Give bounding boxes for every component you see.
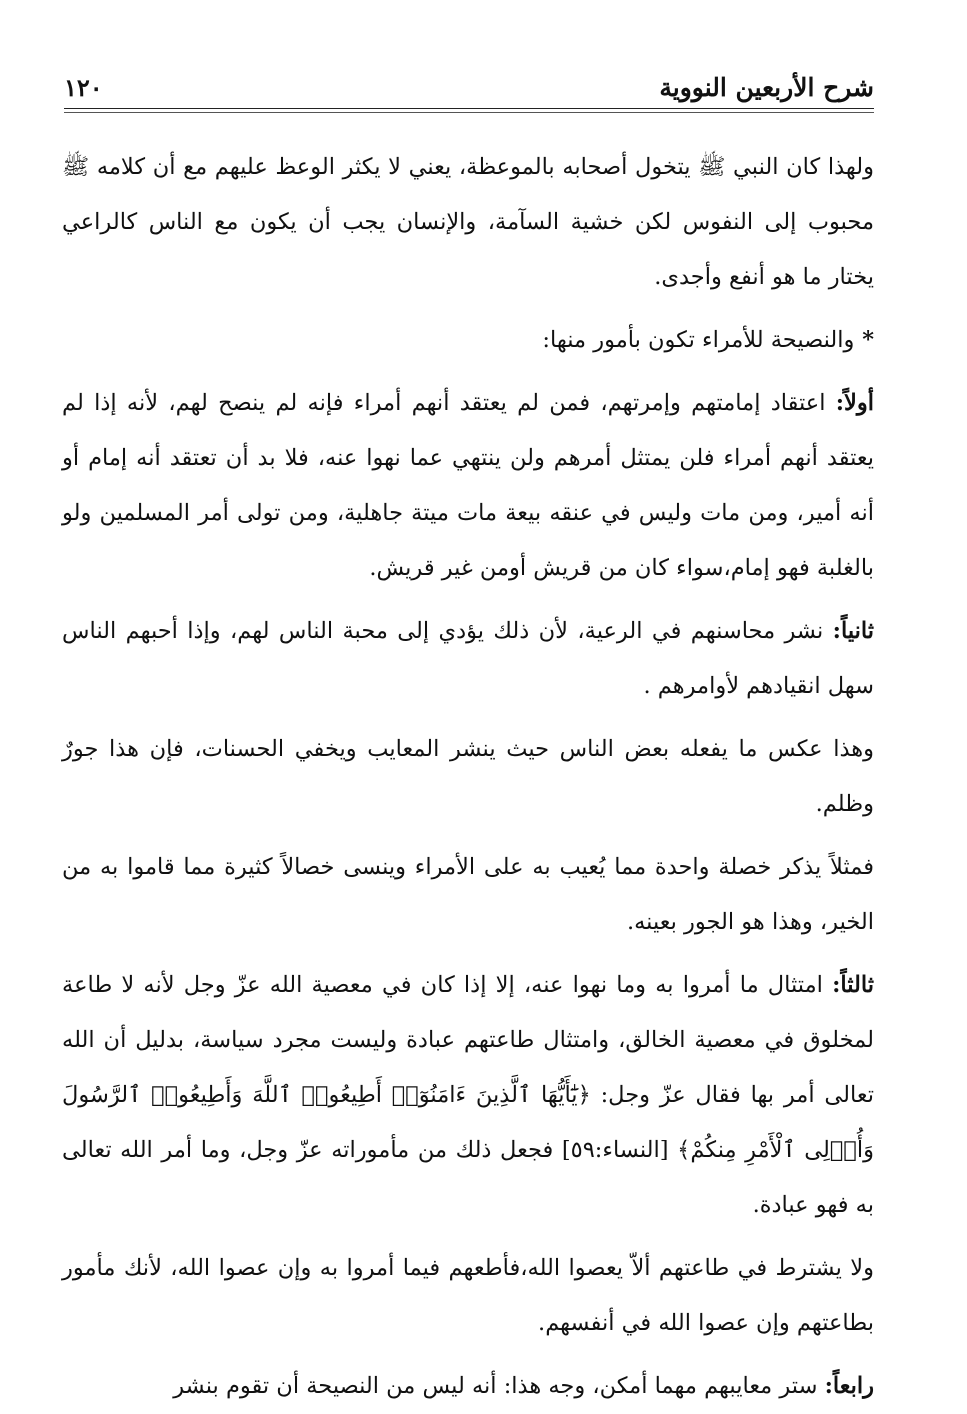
paragraph-example xyxy=(62,840,874,950)
paragraph-text: امتثال ما أمروا به وما نهوا عنه، إلا إذا كان في معصية الله عزّ وجل لأنه لا طاعة لمخلوق في معصية الخالق، وامتثال طاعتهم عبادة وليست مجرد سياسة، بدليل أن الله تعالى أمر بها فقال عزّ وجل: xyxy=(62,972,874,1108)
page-number: ١٢٠ xyxy=(64,73,103,102)
book-title: شرح الأربعين النووية xyxy=(659,73,874,102)
paragraph-advice-intro xyxy=(62,313,874,368)
paragraph-text: فمثلاً يذكر خصلة واحدة مما يُعيب به على الأمراء وينسى خصالاً كثيرة مما قاموا به من الخير، وهذا هو الجور بعينه. xyxy=(62,854,874,935)
header-divider xyxy=(64,108,874,113)
quran-verse: ﴿يَٰٓأَيُّهَا ٱلَّذِينَ ءَامَنُوٓا۟ أَطِيعُوا۟ ٱللَّهَ وَأَطِيعُوا۟ ٱلرَّسُولَ وَأُو۟لِى ٱلْأَمْرِ مِنكُمْ﴾ xyxy=(62,1082,874,1163)
point-label: ثانياً: xyxy=(832,618,874,644)
paragraph-obedience-condition xyxy=(62,1241,874,1351)
paragraph-text: ستر معايبهم مهما أمكن، وجه هذا: أنه ليس من النصيحة أن تقوم بنشر xyxy=(173,1373,825,1399)
paragraph-text: اعتقاد إمامتهم وإمرتهم، فمن لم يعتقد أنهم أمراء فإنه لم ينصح لهم، لأنه إذا لم يعتقد أنهم أمراء فلن يمتثل أمرهم ولن ينتهي عما نهوا عنه، فلا بد أن تعتقد أنه إمام أو أنه أمير، ومن مات وليس في عنقه بيعة مات ميتة جاهلية، ومن تولى أمر المسلمين ولو بالغلبة فهو إمام،سواء كان من قريش أومن غير قريش. xyxy=(62,390,874,581)
paragraph-text: ولهذا كان النبي ﷺ يتخول أصحابه بالموعظة، يعني لا يكثر الوعظ عليهم مع أن كلامه ﷺ محبوب إلى النفوس لكن خشية السآمة، والإنسان يجب أن يكون مع الناس كالراعي يختار ما هو أنفع وأجدى. xyxy=(62,154,874,290)
point-label: رابعاً: xyxy=(824,1373,874,1399)
paragraph-second-point xyxy=(62,604,874,714)
point-label: أولاً: xyxy=(835,390,874,416)
asterisk-marker: * xyxy=(854,327,874,353)
paragraph-text: وهذا عكس ما يفعله بعض الناس حيث ينشر المعايب ويخفي الحسنات، فإن هذا جورٌ وظلم. xyxy=(62,736,874,817)
running-header xyxy=(64,64,874,104)
paragraph-text: والنصيحة للأمراء تكون بأمور منها: xyxy=(542,327,855,353)
paragraph-first-point xyxy=(62,376,874,596)
paragraph-contrast xyxy=(62,722,874,832)
paragraph-fourth-point xyxy=(62,1359,874,1414)
point-label: ثالثاً: xyxy=(832,972,874,998)
paragraph-text: نشر محاسنهم في الرعية، لأن ذلك يؤدي إلى محبة الناس لهم، وإذا أحبهم الناس سهل انقيادهم لأوامرهم . xyxy=(62,618,874,699)
paragraph-text-continued: [النساء:٥٩] فجعل ذلك من مأموراته عزّ وجل، وما أمر الله تعالى به فهو عبادة. xyxy=(62,1137,874,1218)
paragraph-third-point xyxy=(62,958,874,1233)
page-body xyxy=(62,140,874,1414)
paragraph-text: ولا يشترط في طاعتهم ألاّ يعصوا الله،فأطعهم فيما أمروا به وإن عصوا الله، لأنك مأمور بطاعتهم وإن عصوا الله في أنفسهم. xyxy=(62,1255,874,1336)
paragraph-admonition xyxy=(62,140,874,305)
